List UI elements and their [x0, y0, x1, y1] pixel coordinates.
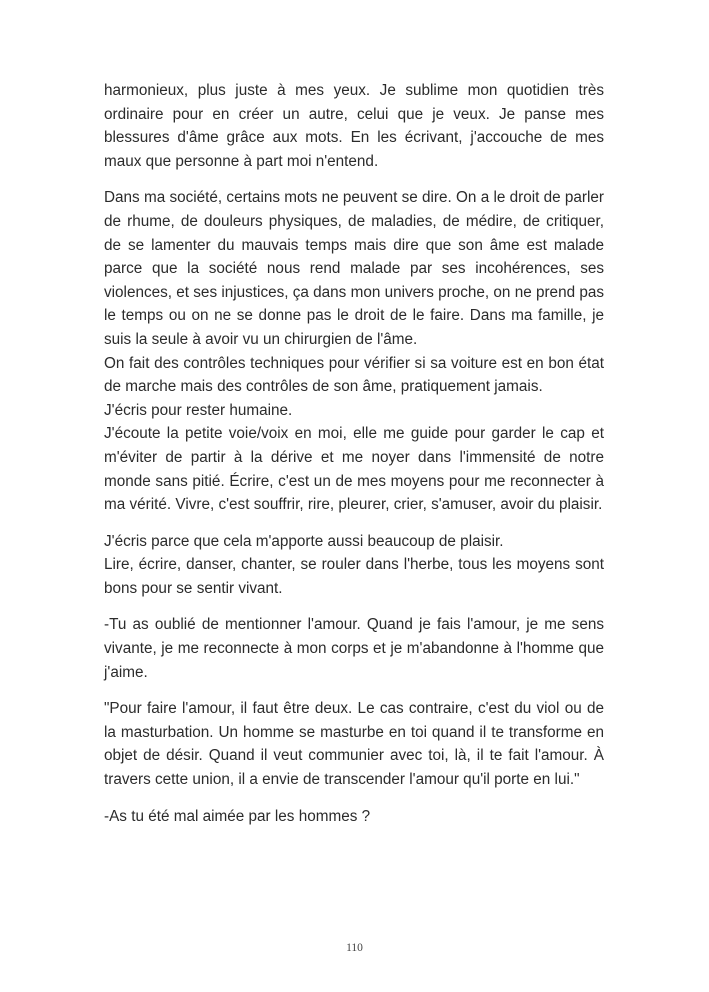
paragraph-9: "Pour faire l'amour, il faut être deux. Le cas contraire, c'est du viol ou de la masturbation. Un homme se masturbe en toi quand il te transforme en objet de désir. Quand il veut communier avec toi, là, il te fait l'amour. À travers cette union, il a envie de transcender l'amour qu'il porte en lui." [104, 700, 604, 789]
body-text [104, 79, 604, 841]
page-number: 110 [346, 942, 363, 954]
paragraph-10: -As tu été mal aimée par les hommes ? [104, 807, 371, 825]
paragraph-4: J'écris pour rester humaine. [104, 401, 293, 419]
paragraph-2: Dans ma société, certains mots ne peuvent se dire. On a le droit de parler de rhume, de douleurs physiques, de maladies, de médire, de critiquer, de se lamenter du mauvais temps mais dire que son âme est malade parce que la société nous rend malade par ses incohérences, ses violences, et ses injustices, ça dans mon univers proche, on ne prend pas le temps ou on ne se donne pas le droit de le faire. Dans ma famille, je suis la seule à avoir vu un chirurgien de l'âme. [104, 189, 604, 348]
paragraph-5: J'écoute la petite voie/voix en moi, elle me guide pour garder le cap et m'éviter de partir à la dérive et me noyer dans l'immensité de notre monde sans pitié. Écrire, c'est un de mes moyens pour me reconnecter à ma vérité. Vivre, c'est souffrir, rire, pleurer, crier, s'amuser, avoir du plaisir. [104, 425, 604, 514]
paragraph-7: Lire, écrire, danser, chanter, se rouler dans l'herbe, tous les moyens sont bons pour se sentir vivant. [104, 556, 604, 597]
paragraph-1: harmonieux, plus juste à mes yeux. Je sublime mon quotidien très ordinaire pour en créer un autre, celui que je veux. Je panse mes blessures d'âme grâce aux mots. En les écrivant, j'accouche de mes maux que personne à part moi n'entend. [104, 82, 604, 170]
paragraph-6: J'écris parce que cela m'apporte aussi beaucoup de plaisir. [104, 532, 504, 550]
paragraph-8: -Tu as oublié de mentionner l'amour. Quand je fais l'amour, je me sens vivante, je me reconnecte à mon corps et je m'abandonne à l'homme que j'aime. [104, 616, 604, 681]
paragraph-3: On fait des contrôles techniques pour vérifier si sa voiture est en bon état de marche mais des contrôles de son âme, pratiquement jamais. [104, 354, 604, 396]
